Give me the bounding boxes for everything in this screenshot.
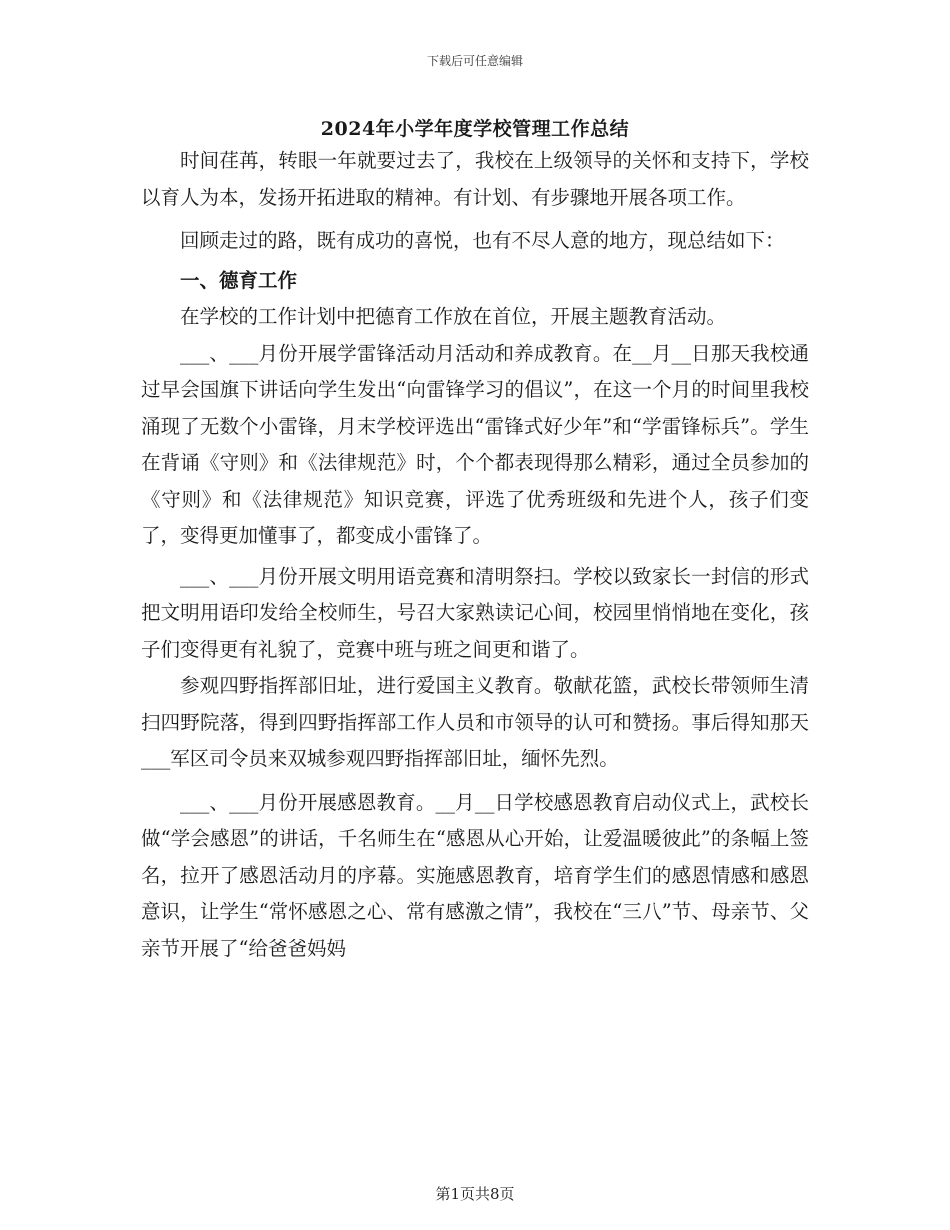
paragraph-intro: 时间荏苒，转眼一年就要过去了，我校在上级领导的关怀和支持下，学校以育人为本，发扬开拓进取的精神。有计划、有步骤地开展各项工作。 [141,149,809,209]
paragraph-review: 回顾走过的路，既有成功的喜悦，也有不尽人意的地方，现总结如下： [180,229,785,252]
section-heading-moral-education: 一、德育工作 [180,268,298,292]
header-note: 下载后可任意编辑 [426,54,523,68]
paragraph-moral-plan: 在学校的工作计划中把德育工作放在首位，开展主题教育活动。 [180,305,727,328]
paragraph-lei-feng: ___、___月份开展学雷锋活动月活动和养成教育。在__月__日那天我校通过早会国旗下讲话向学生发出“向雷锋学习的倡议”，在这一个月的时间里我校涌现了无数个小雷锋，月末学校评选出“雷锋式好少年”和“学雷锋标兵”。学生在背诵《守则》和《法律规范》时，个个都表现得那么精彩，通过全员参加的《守则》和《法律规范》知识竞赛，评选了优秀班级和先进个人，孩子们变了，变得更加懂事了，都变成小雷锋了。 [141,341,809,547]
paragraph-siye-visit: 参观四野指挥部旧址，进行爱国主义教育。敬献花篮，武校长带领师生清扫四野院落，得到四野指挥部工作人员和市领导的认可和赞扬。事后得知那天___军区司令员来双城参观四野指挥部旧址，缅怀先烈。 [141,674,809,770]
paragraph-civility: ___、___月份开展文明用语竞赛和清明祭扫。学校以致家长一封信的形式把文明用语印发给全校师生，号召大家熟读记心间，校园里悄悄地在变化，孩子们变得更有礼貌了，竞赛中班与班之间更和谐了。 [141,564,809,661]
paragraph-gratitude: ___、___月份开展感恩教育。__月__日学校感恩教育启动仪式上，武校长做“学会感恩”的讲话，千名师生在“感恩从心开始，让爱温暖彼此”的条幅上签名，拉开了感恩活动月的序幕。实施感恩教育，培育学生们的感恩情感和感恩意识，让学生“常怀感恩之心、常有感激之情”，我校在“三八”节、母亲节、父亲节开展了“给爸爸妈妈 [141,790,809,960]
document-body [141,143,809,967]
document-title: 2024年小学年度学校管理工作总结 [320,118,630,140]
page-number: 第1页共8页 [435,1185,515,1203]
